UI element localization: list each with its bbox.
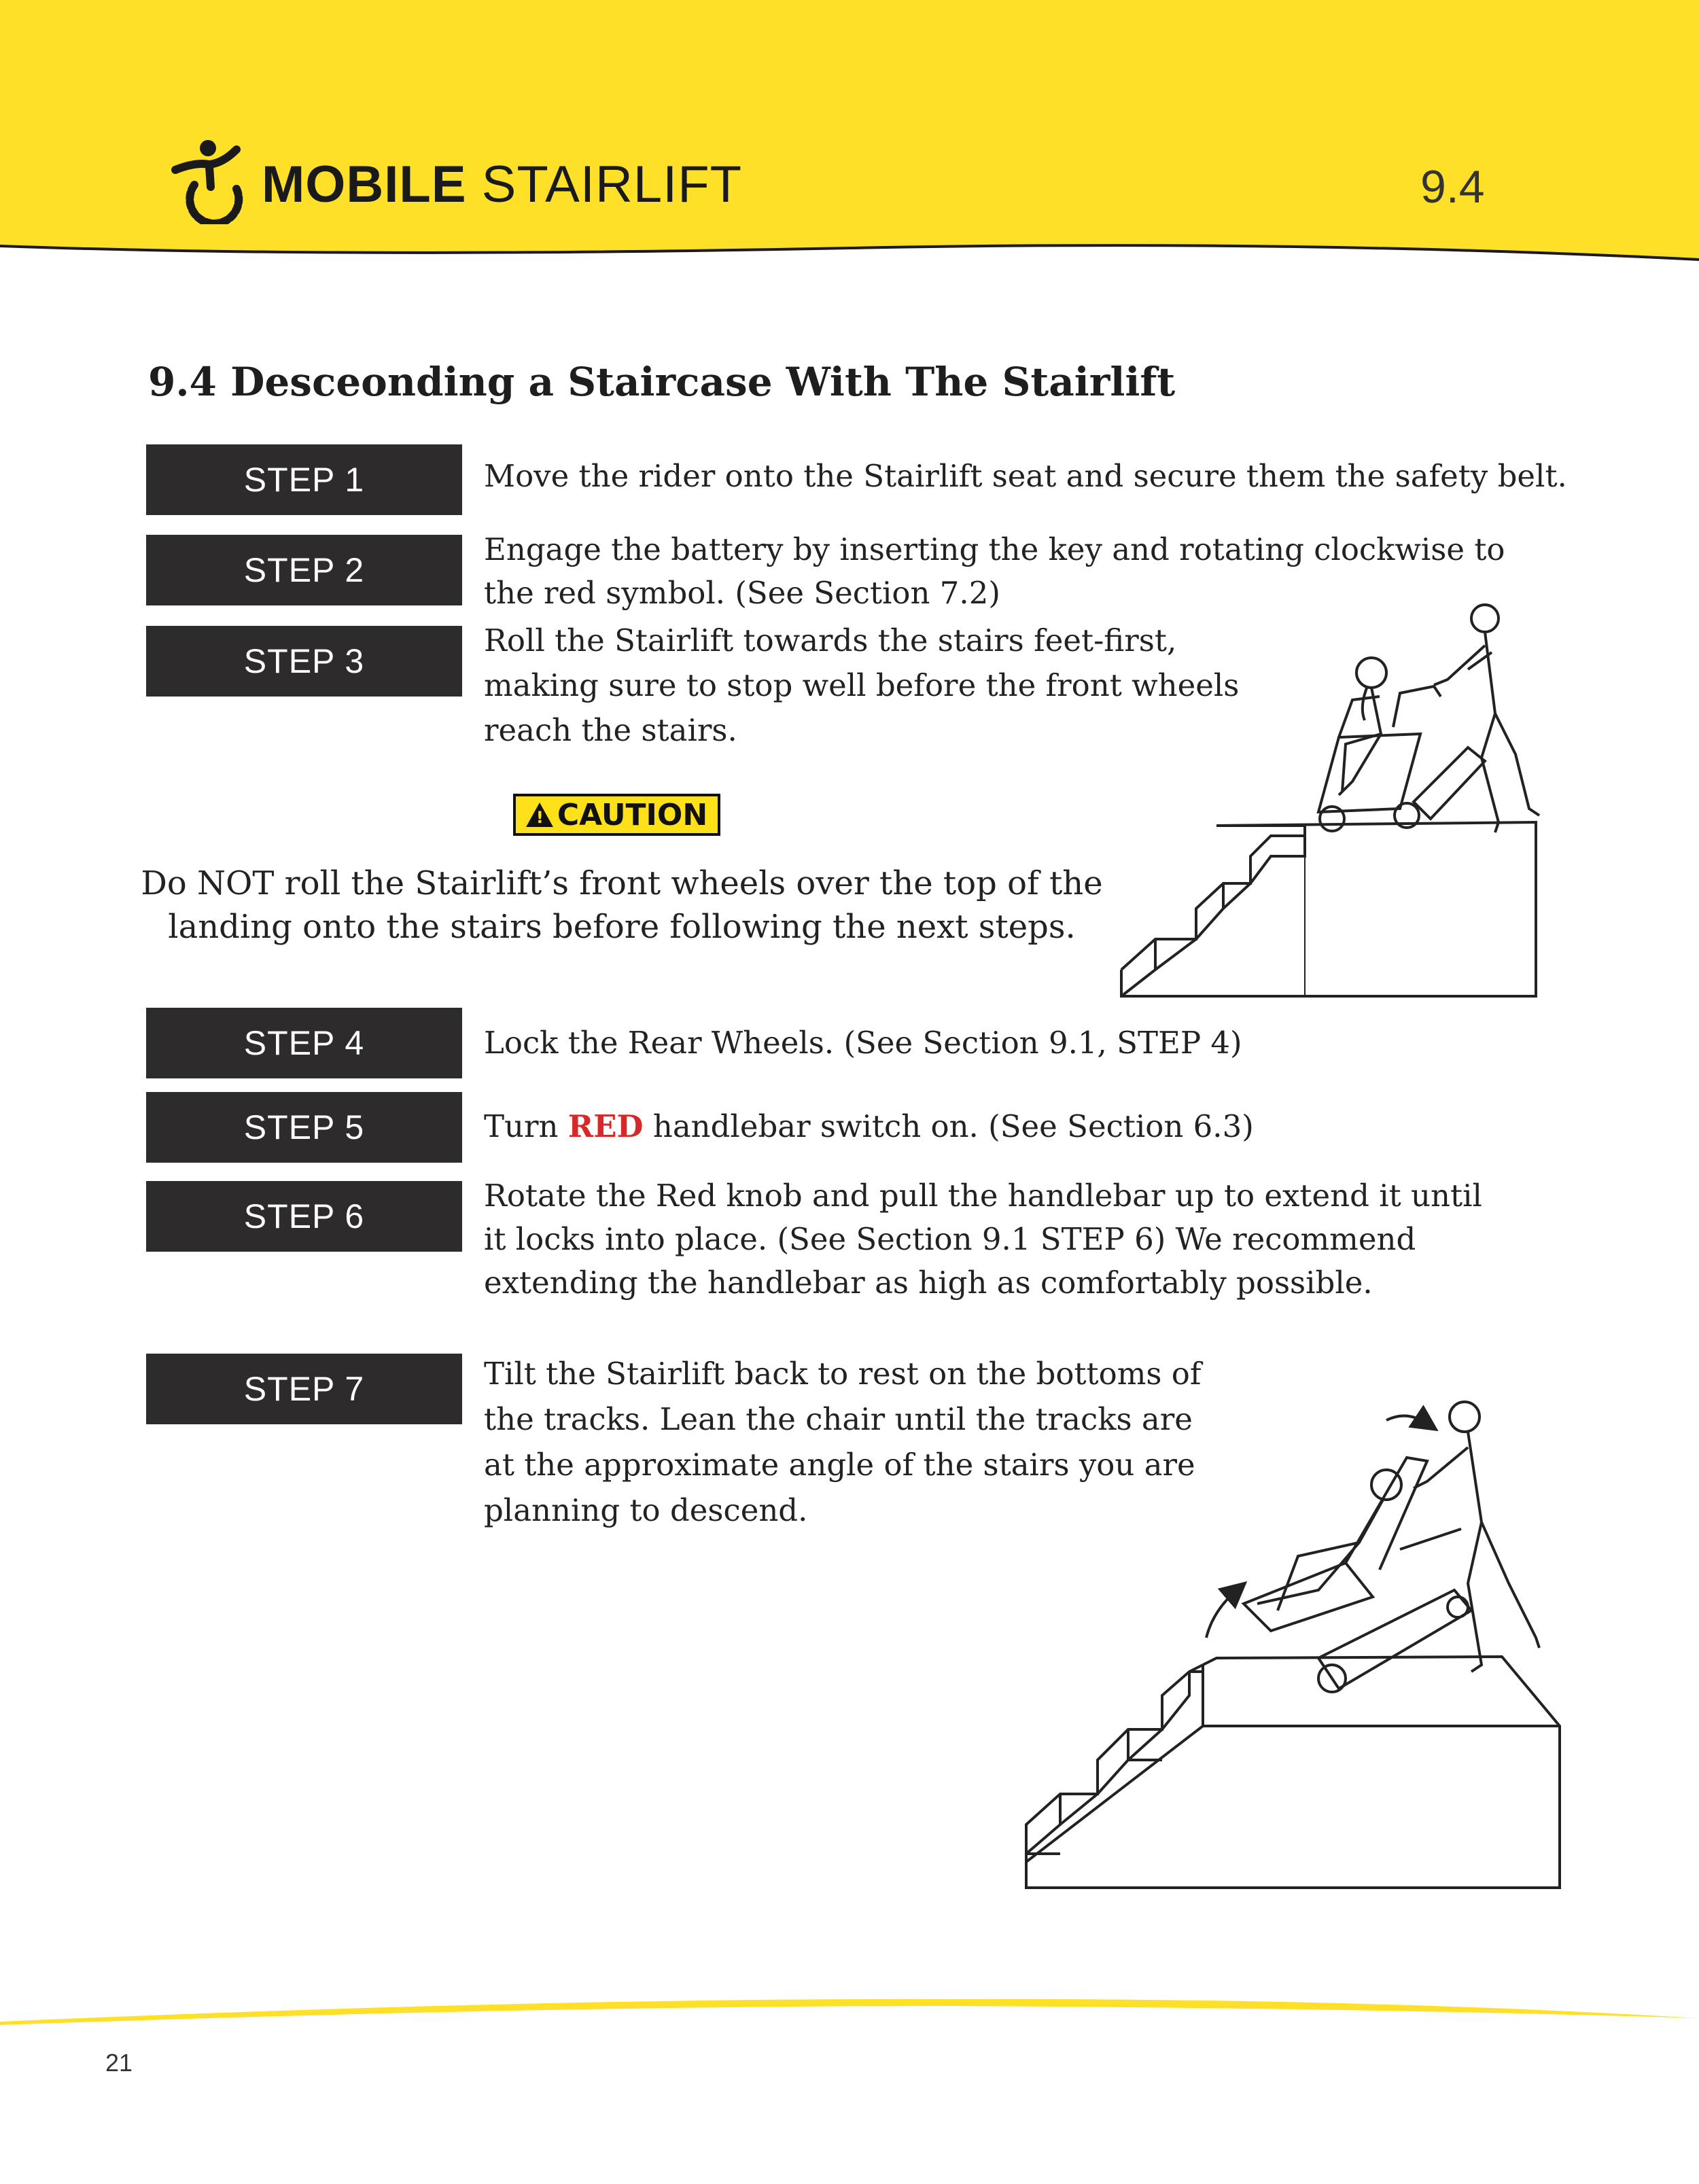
page-title: 9.4 Desceonding a Staircase With The Stairlift	[148, 359, 1176, 405]
step-7-label: STEP 7	[146, 1354, 462, 1424]
footer-swoosh	[0, 1984, 1699, 2039]
caution-label: CAUTION	[557, 797, 708, 832]
brand-logo	[262, 155, 742, 214]
step-3-line: reach the stairs.	[484, 712, 737, 748]
warning-triangle-icon: !	[526, 803, 553, 827]
page-number: 21	[105, 2049, 133, 2077]
step-6-line: it locks into place. (See Section 9.1 STEP 6) We recommend	[484, 1221, 1416, 1257]
step-2-line: Engage the battery by inserting the key and rotating clockwise to	[484, 531, 1505, 567]
caution-line: landing onto the stairs before following the next steps.	[168, 908, 1076, 946]
brand-light: STAIRLIFT	[481, 156, 743, 213]
step-1-line: Move the rider onto the Stairlift seat and secure them the safety belt.	[484, 458, 1567, 494]
step-4-text	[484, 1021, 1242, 1065]
step-3-label: STEP 3	[146, 626, 462, 697]
step-6-line: Rotate the Red knob and pull the handlebar up to extend it until	[484, 1178, 1482, 1214]
step-1-text	[484, 454, 1567, 499]
step-5-text	[484, 1104, 1254, 1149]
red-highlight: RED	[567, 1108, 644, 1144]
step-7-line: planning to descend.	[484, 1492, 808, 1528]
step-7-line: the tracks. Lean the chair until the tracks are	[484, 1401, 1193, 1437]
step-6-text	[484, 1174, 1482, 1305]
brand-bold: MOBILE	[262, 156, 467, 213]
step-7-line: Tilt the Stairlift back to rest on the bottoms of	[484, 1356, 1202, 1392]
caution-line: Do NOT roll the Stairlift’s front wheels over the top of the	[141, 864, 1103, 902]
caution-badge	[513, 794, 720, 836]
stairlift-landing-illustration	[1115, 598, 1590, 1006]
step-4-label: STEP 4	[146, 1008, 462, 1078]
step-6-line: extending the handlebar as high as comfortably possible.	[484, 1265, 1373, 1301]
step-7-line: at the approximate angle of the stairs you are	[484, 1447, 1195, 1483]
step-2-label: STEP 2	[146, 535, 462, 605]
section-number: 9.4	[1420, 161, 1485, 213]
wheelchair-figure-icon	[169, 136, 257, 224]
step-3-line: Roll the Stairlift towards the stairs feet-first,	[484, 622, 1177, 658]
step-6-label: STEP 6	[146, 1181, 462, 1252]
caution-text	[133, 862, 1111, 949]
step-1-label: STEP 1	[146, 444, 462, 515]
stairlift-tilt-illustration	[1019, 1386, 1577, 1896]
step-5-label: STEP 5	[146, 1092, 462, 1163]
step-5-after: handlebar switch on. (See Section 6.3)	[643, 1108, 1254, 1144]
step-3-line: making sure to stop well before the front wheels	[484, 667, 1240, 703]
step-4-line: Lock the Rear Wheels. (See Section 9.1, STEP 4)	[484, 1025, 1242, 1061]
step-2-line: the red symbol. (See Section 7.2)	[484, 575, 1000, 611]
step-5-before: Turn	[484, 1108, 568, 1144]
